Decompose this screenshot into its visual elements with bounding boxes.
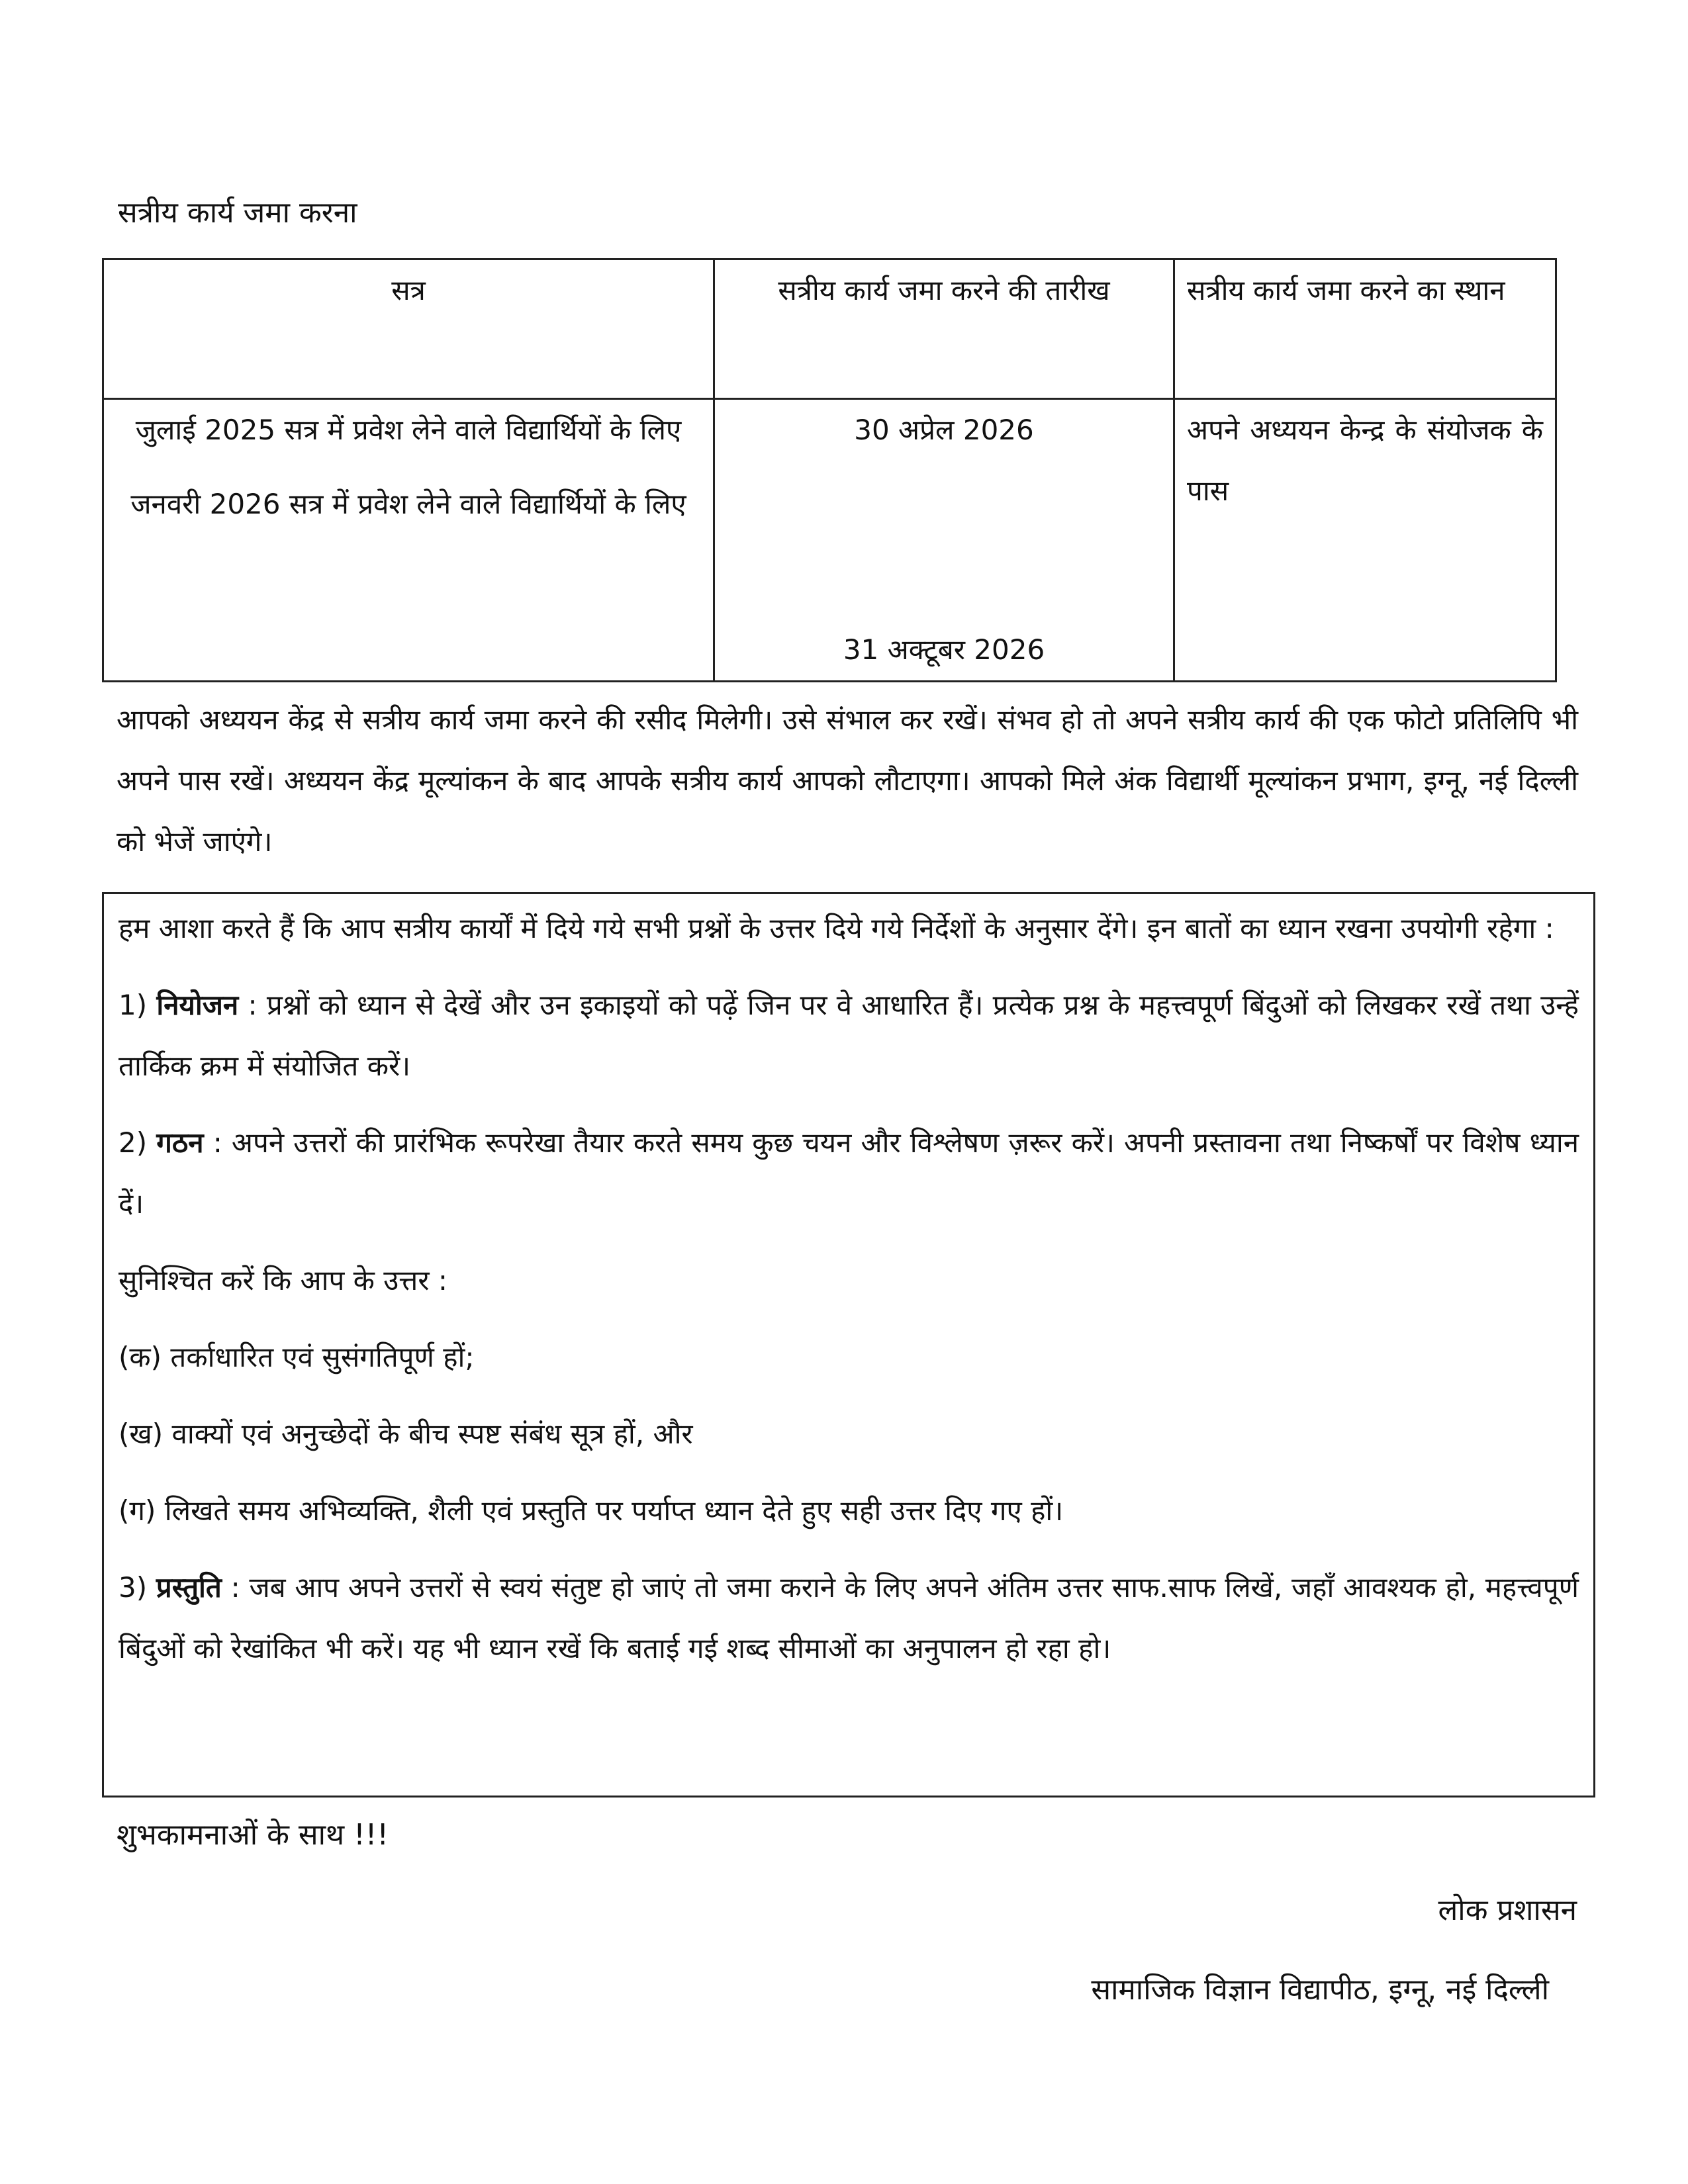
signature-school: सामाजिक विज्ञान विद्यापीठ, इग्नू, नई दिल्ली — [1091, 1973, 1549, 2007]
place-cell: अपने अध्ययन केन्द्र के संयोजक के पास — [1174, 399, 1556, 682]
guideline-text: : जब आप अपने उत्तरों से स्वयं संतुष्ट हो जाएं तो जमा कराने के लिए अपने अंतिम उत्तर साफ.साफ लिखें, जहाँ आवश्यक हो, महत्त्वपूर्ण बिंदुओं को रेखांकित भी करें। यह भी ध्यान रखें कि बताई गई शब्द सीमाओं का अनुपालन हो रहा हो। — [118, 1571, 1579, 1664]
date-april-2026: 30 अप्रेल 2026 — [854, 414, 1034, 446]
guideline-structure — [118, 1113, 1579, 1234]
header-session: सत्र — [103, 259, 714, 399]
session-january-2026: जनवरी 2026 सत्र में प्रवेश लेने वाले विद्यार्थियों के लिए — [130, 488, 686, 520]
receipt-paragraph: आपको अध्ययन केंद्र से सत्रीय कार्य जमा करने की रसीद मिलेगी। उसे संभाल कर रखें। संभव हो तो अपने सत्रीय कार्य की एक फोटो प्रतिलिपि भी अपने पास रखें। अध्ययन केंद्र मूल्यांकन के बाद आपके सत्रीय कार्य आपको लौटाएगा। आपको मिले अंक विद्यार्थी मूल्यांकन प्रभाग, इग्नू, नई दिल्ली को भेजें जाएंगे। — [117, 704, 1578, 858]
header-submission-date: सत्रीय कार्य जमा करने की तारीख — [714, 259, 1174, 399]
submission-schedule-table — [102, 258, 1557, 682]
guideline-number: 3) — [118, 1571, 148, 1604]
guidelines-box — [102, 892, 1595, 1797]
ensure-item-ga: (ग) लिखते समय अभिव्यक्ति, शैली एवं प्रस्तुति पर पर्याप्त ध्यान देते हुए सही उत्तर दिए गए हों। — [118, 1494, 1064, 1527]
closing-wishes: शुभकामनाओं के साथ !!! — [117, 1818, 389, 1852]
ensure-item-kha: (ख) वाक्यों एवं अनुच्छेदों के बीच स्पष्ट संबंध सूत्र हों, और — [118, 1418, 693, 1450]
guideline-number: 2) — [118, 1126, 148, 1159]
date-cell — [714, 399, 1174, 682]
guideline-presentation — [118, 1557, 1579, 1679]
ensure-line: सुनिश्चित करें कि आप के उत्तर : — [118, 1264, 447, 1297]
guideline-title: गठन — [156, 1126, 204, 1159]
table-header-row — [103, 259, 1556, 399]
session-cell — [103, 399, 714, 682]
date-october-2026: 31 अक्टूबर 2026 — [843, 633, 1045, 666]
ensure-item-ka: (क) तर्काधारित एवं सुसंगतिपूर्ण हों; — [118, 1341, 475, 1373]
signature-department: लोक प्रशासन — [1438, 1893, 1577, 1927]
guideline-planning — [118, 975, 1579, 1097]
table-row — [103, 399, 1556, 682]
section-heading: सत्रीय कार्य जमा करना — [118, 196, 357, 230]
guideline-text: : अपने उत्तरों की प्रारंभिक रूपरेखा तैयार करते समय कुछ चयन और विश्लेषण ज़रूर करें। अपनी प्रस्तावना तथा निष्कर्षों पर विशेष ध्यान दें। — [118, 1126, 1579, 1220]
guideline-number: 1) — [118, 989, 148, 1021]
guidelines-intro: हम आशा करते हैं कि आप सत्रीय कार्यों में दिये गये सभी प्रश्नों के उत्तर दिये गये निर्देशों के अनुसार देंगे। इन बातों का ध्यान रखना उपयोगी रहेगा : — [118, 912, 1554, 944]
guideline-title: नियोजन — [156, 989, 239, 1021]
session-july-2025: जुलाई 2025 सत्र में प्रवेश लेने वाले विद्यार्थियों के लिए — [135, 414, 682, 446]
guideline-text: : प्रश्नों को ध्यान से देखें और उन इकाइयों को पढ़ें जिन पर वे आधारित हैं। प्रत्येक प्रश्न के महत्त्वपूर्ण बिंदुओं को लिखकर रखें तथा उन्हें तार्किक क्रम में संयोजित करें। — [118, 989, 1579, 1082]
header-submission-place: सत्रीय कार्य जमा करने का स्थान — [1174, 259, 1556, 399]
guideline-title: प्रस्तुति — [156, 1571, 222, 1604]
